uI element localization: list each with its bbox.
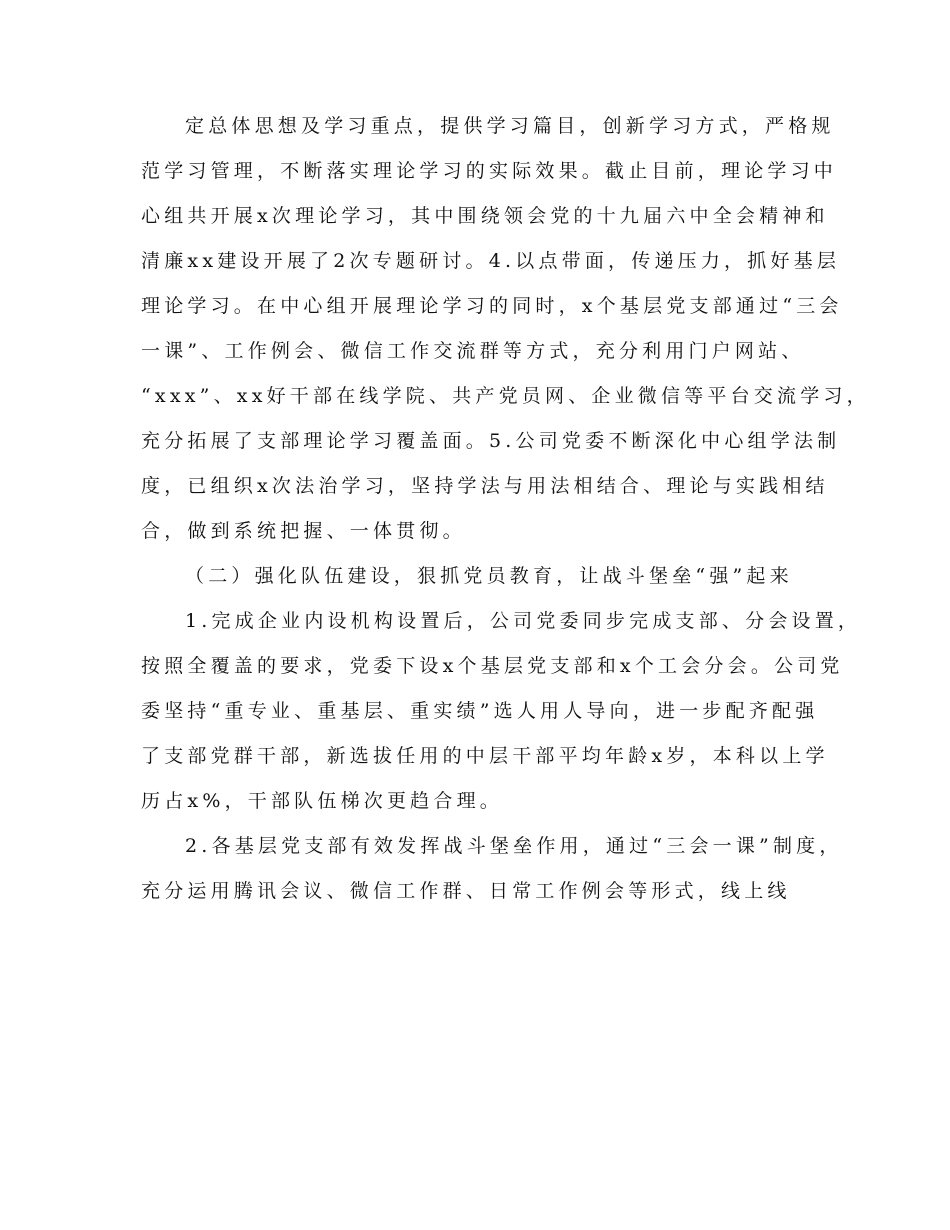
section-heading: （二）强化队伍建设，狠抓党员教育，让战斗堡垒“强”起来	[185, 565, 793, 587]
paragraph-line: 理论学习。在中心组开展理论学习的同时，x个基层党支部通过“三会	[141, 295, 843, 317]
paragraph-line: 清廉xx建设开展了2次专题研讨。4.以点带面，传递压力，抓好基层	[141, 250, 841, 272]
paragraph-line: 范学习管理，不断落实理论学习的实际效果。截止目前，理论学习中	[141, 160, 838, 182]
paragraph-line: 心组共开展x次理论学习，其中围绕领会党的十九届六中全会精神和	[141, 205, 829, 227]
paragraph-line: 按照全覆盖的要求，党委下设x个基层党支部和x个工会分会。公司党	[141, 655, 844, 677]
paragraph-line: 定总体思想及学习重点，提供学习篇目，创新学习方式，严格规	[185, 115, 835, 137]
paragraph-line: 度，已组织x次法治学习，坚持学法与用法相结合、理论与实践相结	[141, 475, 829, 497]
paragraph-line: 历占x%，干部队伍梯次更趋合理。	[141, 790, 503, 812]
paragraph-line: “xxx”、xx好干部在线学院、共产党员网、企业微信等平台交流学习，	[141, 385, 870, 407]
paragraph-line: 了支部党群干部，新选拔任用的中层干部平均年龄x岁，本科以上学	[141, 745, 829, 767]
paragraph-line: 合，做到系统把握、一体贯彻。	[141, 520, 466, 542]
paragraph-line: 2.各基层党支部有效发挥战斗堡垒作用，通过“三会一课”制度，	[185, 835, 843, 857]
paragraph-line: 一课”、工作例会、微信工作交流群等方式，充分利用门户网站、	[141, 340, 805, 362]
paragraph-line: 充分拓展了支部理论学习覆盖面。5.公司党委不断深化中心组学法制	[141, 430, 841, 452]
paragraph-line: 1.完成企业内设机构设置后，公司党委同步完成支部、分会设置，	[185, 610, 862, 632]
paragraph-line: 委坚持“重专业、重基层、重实绩”选人用人导向，进一步配齐配强	[141, 700, 819, 722]
paragraph-line: 充分运用腾讯会议、微信工作群、日常工作例会等形式，线上线	[141, 880, 791, 902]
